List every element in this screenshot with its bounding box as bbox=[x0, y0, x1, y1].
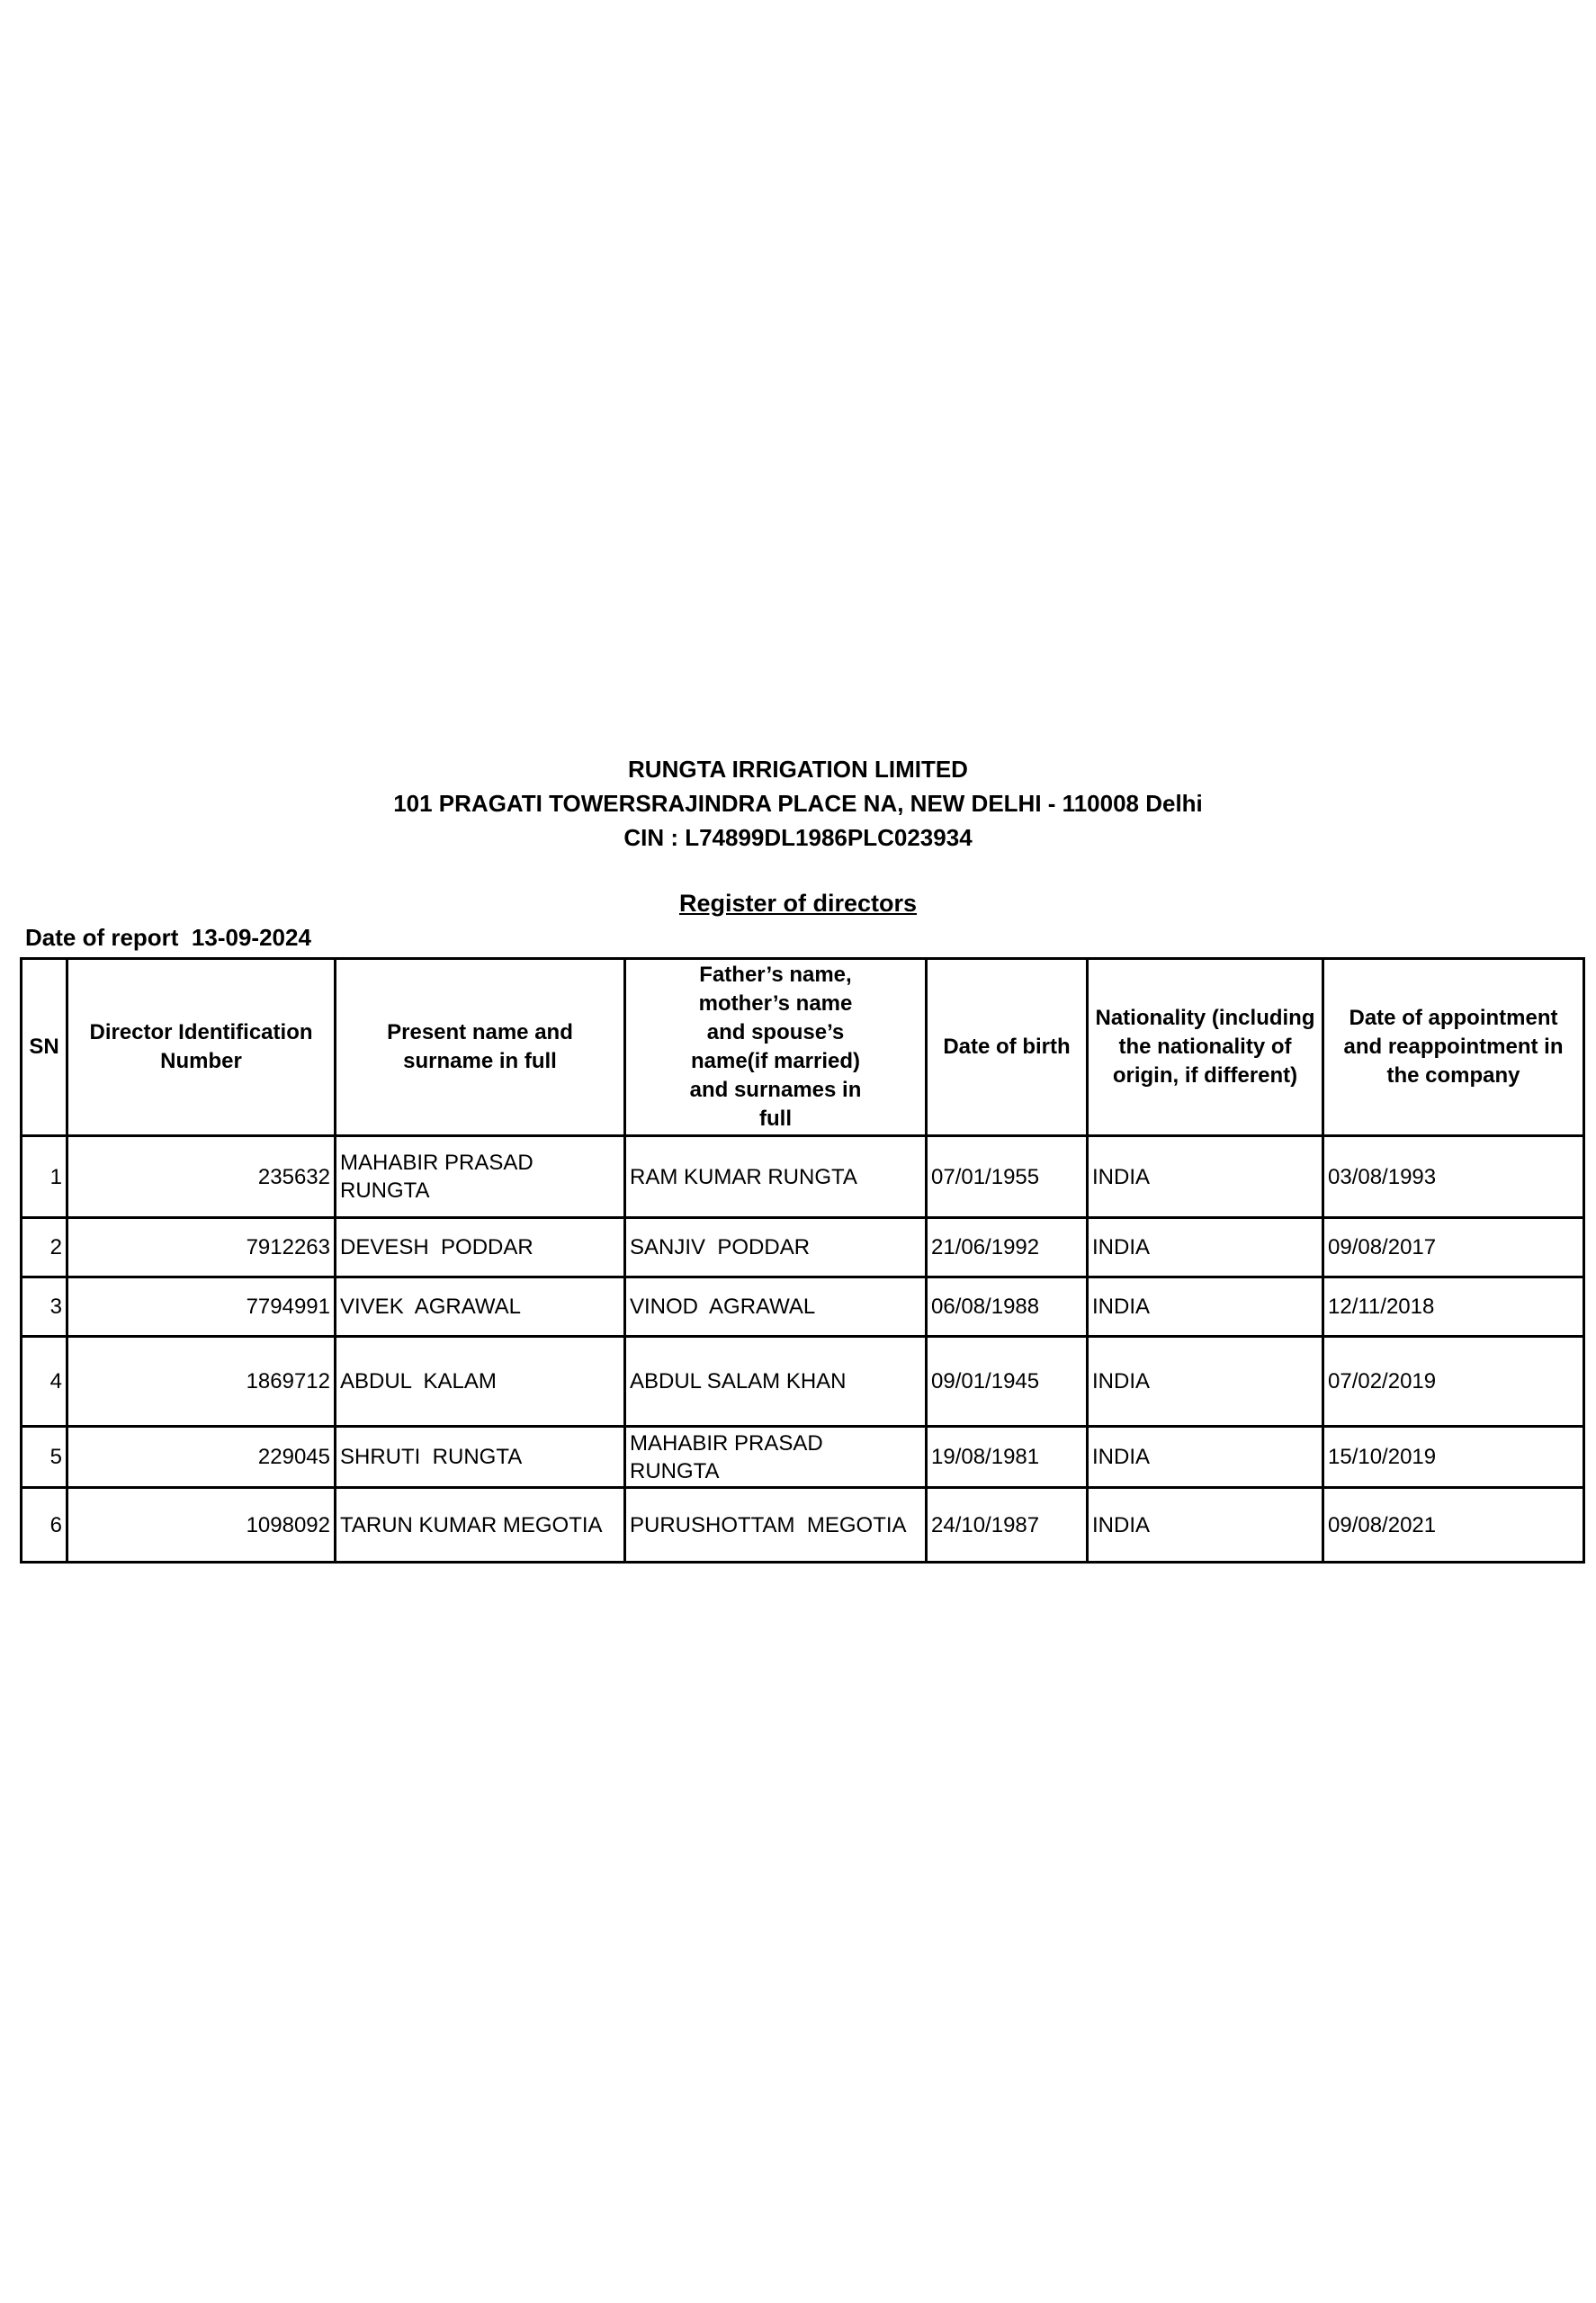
cell-dob: 21/06/1992 bbox=[927, 1218, 1088, 1277]
cell-relative: VINOD AGRAWAL bbox=[625, 1277, 927, 1337]
cell-name: SHRUTI RUNGTA bbox=[336, 1427, 625, 1488]
cell-appointment: 12/11/2018 bbox=[1323, 1277, 1584, 1337]
cell-appointment: 03/08/1993 bbox=[1323, 1136, 1584, 1218]
table-row bbox=[22, 1488, 1584, 1563]
cell-sn: 1 bbox=[22, 1136, 67, 1218]
header-nationality: Nationality (including the nationality of origin, if different) bbox=[1088, 959, 1323, 1136]
table-row bbox=[22, 1136, 1584, 1218]
cell-relative: RAM KUMAR RUNGTA bbox=[625, 1136, 927, 1218]
cell-din: 1098092 bbox=[67, 1488, 336, 1563]
cell-din: 229045 bbox=[67, 1427, 336, 1488]
cell-appointment: 07/02/2019 bbox=[1323, 1337, 1584, 1427]
cell-din: 7794991 bbox=[67, 1277, 336, 1337]
cell-name: VIVEK AGRAWAL bbox=[336, 1277, 625, 1337]
cell-nationality: INDIA bbox=[1088, 1337, 1323, 1427]
directors-table bbox=[20, 957, 1585, 1564]
cell-appointment: 09/08/2017 bbox=[1323, 1218, 1584, 1277]
header-din: Director Identification Number bbox=[67, 959, 336, 1136]
table-row bbox=[22, 1337, 1584, 1427]
cell-nationality: INDIA bbox=[1088, 1136, 1323, 1218]
cell-sn: 4 bbox=[22, 1337, 67, 1427]
cell-sn: 6 bbox=[22, 1488, 67, 1563]
cell-name: TARUN KUMAR MEGOTIA bbox=[336, 1488, 625, 1563]
cell-dob: 24/10/1987 bbox=[927, 1488, 1088, 1563]
cell-sn: 3 bbox=[22, 1277, 67, 1337]
cell-nationality: INDIA bbox=[1088, 1218, 1323, 1277]
header-dob: Date of birth bbox=[927, 959, 1088, 1136]
cell-dob: 19/08/1981 bbox=[927, 1427, 1088, 1488]
cell-din: 1869712 bbox=[67, 1337, 336, 1427]
cell-sn: 5 bbox=[22, 1427, 67, 1488]
table-header-row bbox=[22, 959, 1584, 1136]
register-title bbox=[0, 887, 1596, 919]
company-cin: CIN : L74899DL1986PLC023934 bbox=[623, 824, 973, 851]
cell-relative: MAHABIR PRASAD RUNGTA bbox=[625, 1427, 927, 1488]
header-name: Present name and surname in full bbox=[336, 959, 625, 1136]
cell-relative: ABDUL SALAM KHAN bbox=[625, 1337, 927, 1427]
cell-nationality: INDIA bbox=[1088, 1427, 1323, 1488]
cell-name: DEVESH PODDAR bbox=[336, 1218, 625, 1277]
company-name: RUNGTA IRRIGATION LIMITED bbox=[628, 756, 968, 783]
cell-name: MAHABIR PRASAD RUNGTA bbox=[336, 1136, 625, 1218]
header-relative-names: Father’s name, mother’s name and spouse’s name(if married) and surnames in full bbox=[625, 959, 927, 1136]
cell-din: 235632 bbox=[67, 1136, 336, 1218]
report-date: Date of report 13-09-2024 bbox=[25, 924, 311, 951]
cell-appointment: 09/08/2021 bbox=[1323, 1488, 1584, 1563]
cell-relative: SANJIV PODDAR bbox=[625, 1218, 927, 1277]
cell-name: ABDUL KALAM bbox=[336, 1337, 625, 1427]
company-header bbox=[0, 752, 1596, 855]
cell-appointment: 15/10/2019 bbox=[1323, 1427, 1584, 1488]
table-row bbox=[22, 1218, 1584, 1277]
cell-nationality: INDIA bbox=[1088, 1488, 1323, 1563]
cell-dob: 06/08/1988 bbox=[927, 1277, 1088, 1337]
company-address: 101 PRAGATI TOWERSRAJINDRA PLACE NA, NEW DELHI - 110008 Delhi bbox=[393, 790, 1203, 817]
cell-sn: 2 bbox=[22, 1218, 67, 1277]
header-sn: SN bbox=[22, 959, 67, 1136]
cell-nationality: INDIA bbox=[1088, 1277, 1323, 1337]
cell-din: 7912263 bbox=[67, 1218, 336, 1277]
cell-dob: 07/01/1955 bbox=[927, 1136, 1088, 1218]
register-title-text: Register of directors bbox=[678, 890, 918, 917]
table-row bbox=[22, 1427, 1584, 1488]
table-row bbox=[22, 1277, 1584, 1337]
header-appointment: Date of appointment and reappointment in the company bbox=[1323, 959, 1584, 1136]
cell-dob: 09/01/1945 bbox=[927, 1337, 1088, 1427]
cell-relative: PURUSHOTTAM MEGOTIA bbox=[625, 1488, 927, 1563]
